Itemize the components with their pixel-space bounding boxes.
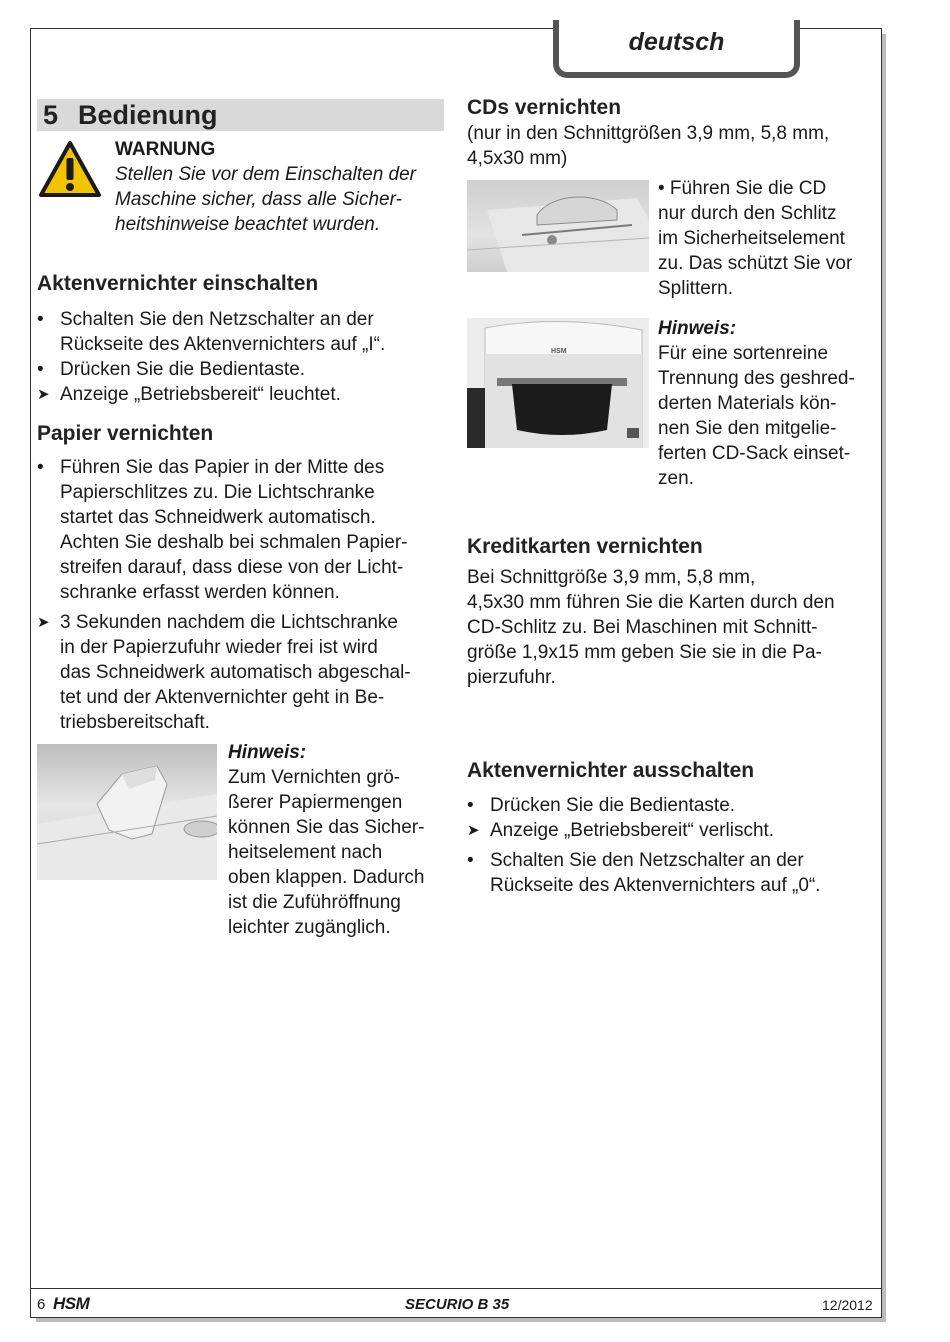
warning-triangle-icon xyxy=(38,140,102,198)
paper-heading: Papier vernichten xyxy=(37,422,214,445)
cds-hint-text: Für eine sortenreine Trennung des geshred- derten Materials kön- nen Sie den mitgelie- ferten CD-Sack einset- zen. xyxy=(658,343,855,489)
chapter-heading xyxy=(37,99,444,131)
cd-bag-photo xyxy=(467,318,649,448)
cds-bullet-text: • Führen Sie die CD nur durch den Schlitz im Sicherheitselement zu. Das schützt Sie vor Splittern. xyxy=(658,178,853,299)
page-shadow-right xyxy=(882,34,886,1322)
cds-heading: CDs vernichten xyxy=(467,96,622,119)
page-shadow-bottom xyxy=(36,1318,886,1322)
paper-hint-text: Zum Vernichten grö- ßerer Papiermengen können Sie das Sicher- heitselement nach oben klappen. Dadurch ist die Zuführöffnung leichter zugänglich. xyxy=(228,767,425,938)
cds-hint-title: Hinweis: xyxy=(658,318,737,339)
page-number: 6 xyxy=(37,1296,46,1313)
language-tab xyxy=(553,20,800,78)
cards-heading: Kreditkarten vernichten xyxy=(467,535,703,558)
model-name: SECURIO B 35 xyxy=(405,1296,510,1313)
switch-on-heading: Aktenvernichter einschalten xyxy=(37,272,319,295)
cards-text: Bei Schnittgröße 3,9 mm, 5,8 mm, 4,5x30 mm führen Sie die Karten durch den CD-Schlitz zu. Bei Maschinen mit Schnitt- größe 1,9x15 mm geben Sie sie in die Pa- pierzufuhr. xyxy=(467,567,835,688)
paper-hint-title: Hinweis: xyxy=(228,742,307,763)
cd-slot-photo xyxy=(467,180,649,272)
machine-logo: HSM xyxy=(551,348,567,355)
warning-text: Stellen Sie vor dem Einschalten der Maschine sicher, dass alle Sicher- heitshinweise beachtet wurden. xyxy=(115,164,416,235)
footer-divider xyxy=(30,1288,882,1289)
brand-logo: HSM xyxy=(53,1294,90,1313)
language-label: deutsch xyxy=(628,28,725,56)
issue-date: 12/2012 xyxy=(822,1297,873,1313)
chapter-title: Bedienung xyxy=(78,100,218,130)
warning-title: WARNUNG xyxy=(115,139,216,160)
safety-element-photo xyxy=(37,744,217,880)
cds-subtitle: (nur in den Schnittgrößen 3,9 mm, 5,8 mm, 4,5x30 mm) xyxy=(467,123,830,169)
chapter-number: 5 xyxy=(43,100,59,130)
switch-off-heading: Aktenvernichter ausschalten xyxy=(467,759,755,782)
